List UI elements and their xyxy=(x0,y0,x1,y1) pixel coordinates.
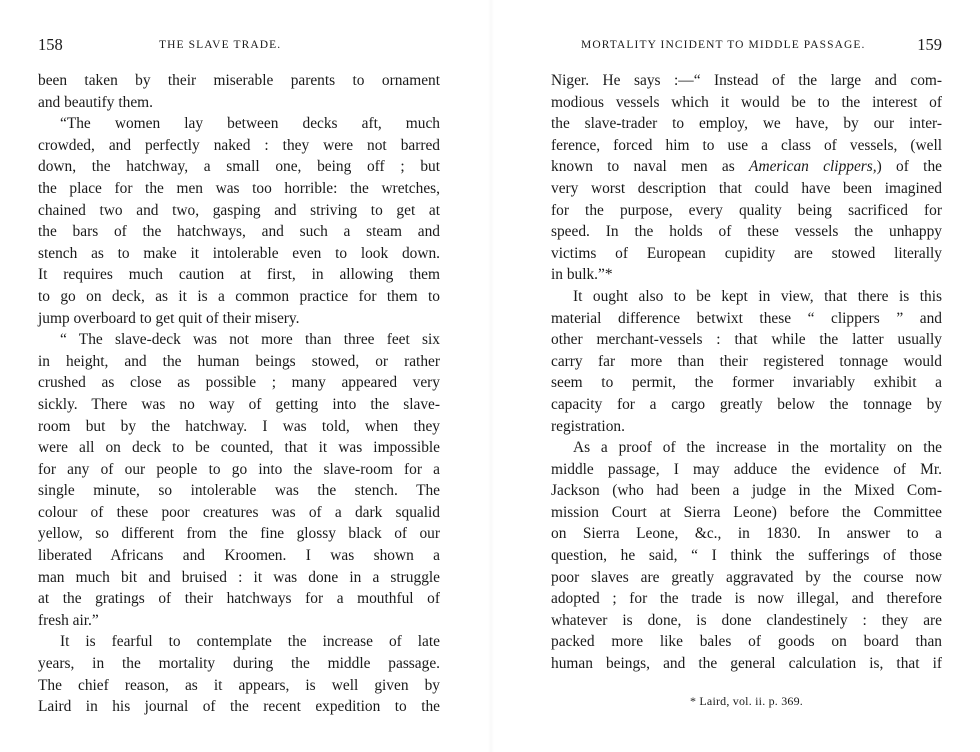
text-line: material difference betwixt these “ clippers ” and xyxy=(551,309,942,327)
text-line-with-italic xyxy=(551,156,942,178)
text-line: question, he said, “ I think the sufferings of those xyxy=(551,547,942,565)
text-segment: known to naval men as xyxy=(551,158,750,176)
right-body-text xyxy=(551,70,942,675)
text-line: It ought also to be kept in view, that there is this xyxy=(573,287,942,305)
text-line: in height, and the human beings stowed, or rather xyxy=(38,352,440,370)
right-running-title: MORTALITY INCIDENT TO MIDDLE PASSAGE. xyxy=(581,39,866,51)
text-line: whatever is done, is done clandestinely : they are xyxy=(551,611,942,629)
text-line: colour of these poor creatures was of a dark squalid xyxy=(38,503,440,521)
text-line: As a proof of the increase in the mortality on the xyxy=(573,439,942,457)
text-line: fresh air.” xyxy=(38,611,99,629)
text-line: registration. xyxy=(551,417,625,435)
text-line: packed more like bales of goods on board than xyxy=(551,633,942,651)
italic-term: American clippers, xyxy=(749,158,877,176)
text-line: down, the hatchway, a small one, being off ; but xyxy=(38,158,440,176)
text-line: were all on deck to be counted, that it was impossible xyxy=(38,439,440,457)
text-line: other merchant-vessels : that while the latter usually xyxy=(551,331,942,349)
text-line: adopted ; for the trade is now illegal, and therefore xyxy=(551,590,942,608)
text-line: “ The slave-deck was not more than three feet six xyxy=(60,331,440,349)
text-line: capacity for a cargo greatly below the tonnage by xyxy=(551,395,942,413)
text-line: It requires much caution at first, in allowing them xyxy=(38,266,440,284)
left-running-head xyxy=(38,35,440,57)
text-line: man much bit and bruised : it was done in a struggle xyxy=(38,568,440,586)
text-line: liberated Africans and Kroomen. I was shown a xyxy=(38,547,440,565)
text-line: poor slaves are greatly aggravated by the course now xyxy=(551,568,942,586)
text-line: yellow, so different from the fine glossy black of our xyxy=(38,525,440,543)
text-line: It is fearful to contemplate the increase of late xyxy=(60,633,440,651)
text-segment: ) of the xyxy=(876,158,942,176)
text-line: mission Court at Sierra Leone) before the Committee xyxy=(551,503,942,521)
text-line: middle passage, I may adduce the evidence of Mr. xyxy=(551,460,942,478)
text-line: the bars of the hatchways, and such a steam and xyxy=(38,223,440,241)
text-line: the slave-trader to employ, we have, by our inter- xyxy=(551,115,942,133)
text-line: Laird in his journal of the recent expedition to the xyxy=(38,698,440,716)
text-line: Niger. He says :—“ Instead of the large and com- xyxy=(551,72,942,89)
text-line: human beings, and the general calculation is, that if xyxy=(551,655,942,673)
text-line: at the gratings of their hatchways for a mouthful of xyxy=(38,590,440,608)
text-line: stench as to make it intolerable even to look down. xyxy=(38,244,440,262)
text-line: on Sierra Leone, &c., in 1830. In answer to a xyxy=(551,525,942,543)
text-line: crowded, and perfectly naked : they were not barred xyxy=(38,136,440,154)
text-line: seem to permit, the former invariably exhibit a xyxy=(551,374,942,392)
text-line: crushed as close as possible ; many appeared very xyxy=(38,374,440,392)
text-line: modious vessels which it would be to the interest of xyxy=(551,93,942,111)
left-body-text xyxy=(38,70,440,718)
text-line: ference, forced him to use a class of vessels, (well xyxy=(551,136,942,154)
text-line: for the purpose, every quality being sacrificed for xyxy=(551,201,942,219)
text-line: jump overboard to get quit of their misery. xyxy=(38,309,300,327)
text-line: very worst description that could have been imagined xyxy=(551,179,942,197)
left-running-title: THE SLAVE TRADE. xyxy=(159,39,282,51)
text-line: speed. In the holds of these vessels the unhappy xyxy=(551,223,942,241)
text-line: chained two and two, gasping and striving to get at xyxy=(38,201,440,219)
text-line: the place for the men was too horrible: the wretches, xyxy=(38,179,440,197)
right-running-head xyxy=(551,35,942,57)
right-page xyxy=(551,0,942,752)
text-line: in bulk.”* xyxy=(551,266,613,284)
text-line: room but by the hatchway. I was told, when they xyxy=(38,417,440,435)
text-line: single minute, so intolerable was the stench. The xyxy=(38,482,440,500)
right-page-number: 159 xyxy=(917,35,942,54)
text-line: years, in the mortality during the middle passage. xyxy=(38,655,440,673)
footnote: * Laird, vol. ii. p. 369. xyxy=(690,694,803,708)
text-line: The chief reason, as it appears, is well given by xyxy=(38,676,440,694)
text-line: and beautify them. xyxy=(38,93,153,111)
left-page-number: 158 xyxy=(38,35,63,54)
text-line: carry far more than their registered tonnage would xyxy=(551,352,942,370)
text-line: “The women lay between decks aft, much xyxy=(60,115,440,133)
text-line: for any of our people to go into the slave-room for a xyxy=(38,460,440,478)
text-line: been taken by their miserable parents to ornament xyxy=(38,72,440,89)
text-line: sickly. There was no way of getting into the slave- xyxy=(38,395,440,413)
book-gutter xyxy=(488,0,494,752)
text-line: Jackson (who had been a judge in the Mixed Com- xyxy=(551,482,942,500)
text-line: victims of European cupidity are stowed literally xyxy=(551,244,942,262)
left-page xyxy=(38,0,440,752)
text-line: to go on deck, as it is a common practice for them to xyxy=(38,287,440,305)
